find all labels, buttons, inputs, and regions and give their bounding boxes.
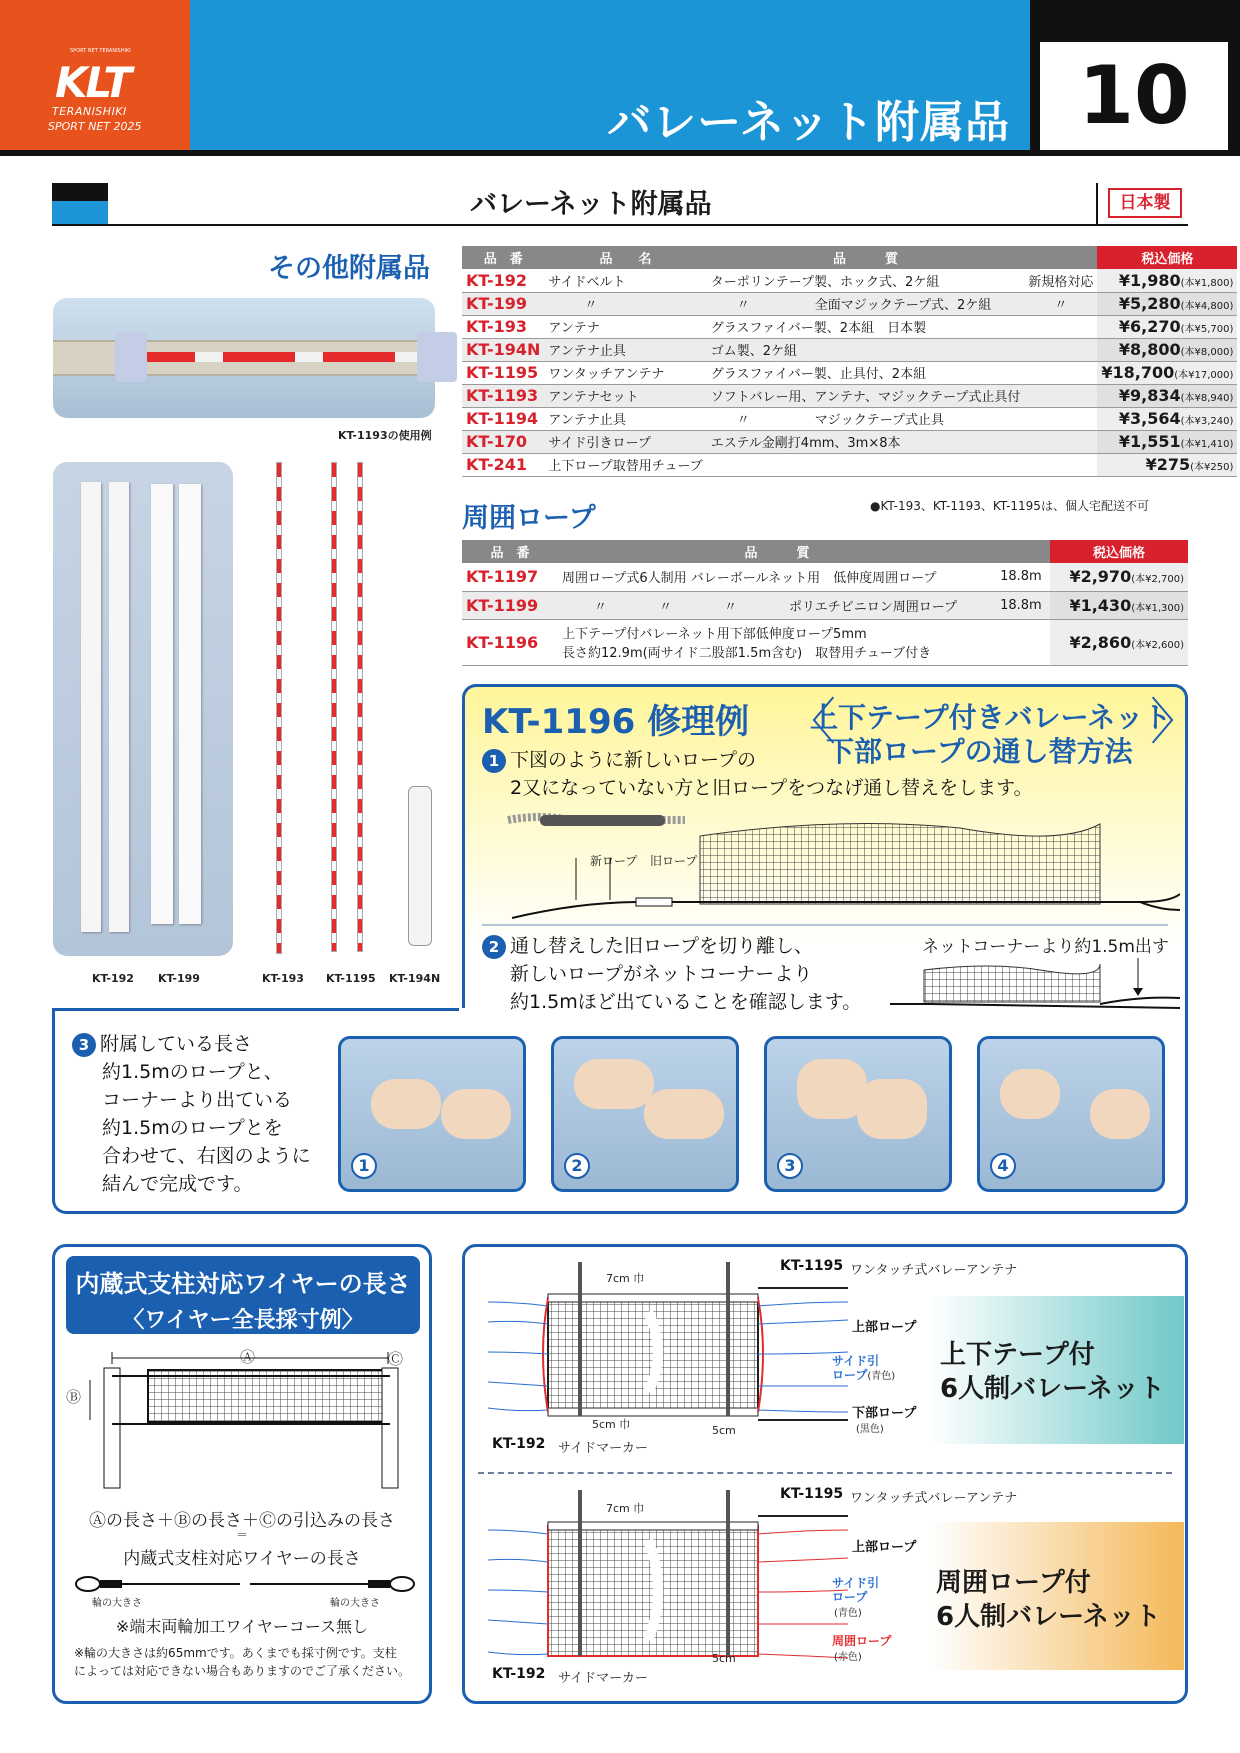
product-extra — [1024, 338, 1097, 361]
label-a: Ⓐ — [240, 1348, 256, 1366]
col-extra — [1024, 246, 1097, 269]
product-price: ¥5,280(本¥4,800) — [1097, 292, 1237, 315]
join-gap — [459, 1008, 465, 1012]
wire-footnote-1: ※輪の大きさは約65mmです。あくまでも採寸例です。支柱 — [74, 1646, 397, 1660]
repair-title: KT-1196 修理例 — [482, 702, 750, 742]
formula-line1: Ⓐの長さ＋Ⓑの長さ＋Ⓒの引込みの長さ — [89, 1511, 395, 1531]
product-quality: ターポリンテープ製、ホック式、2ケ組 — [707, 269, 1025, 292]
table-row — [462, 591, 1188, 619]
step3-number: 3 — [72, 1033, 96, 1057]
perimeter-heading: 周囲ロープ — [462, 503, 596, 534]
product-price: ¥9,834(本¥8,940) — [1097, 384, 1237, 407]
product-code: KT-1193 — [462, 384, 544, 407]
ring-size-right: 輪の大きさ — [330, 1598, 380, 1609]
section-marker-black — [52, 183, 108, 201]
perimeter-net-diagram — [488, 1490, 848, 1690]
step2-line2: 新しいロープがネットコーナーより — [510, 963, 813, 985]
d1-marker-code: KT-192 — [492, 1436, 546, 1452]
d1-title-2: 6人制バレーネット — [940, 1374, 1165, 1404]
product-price: ¥18,700(本¥17,000) — [1097, 361, 1237, 384]
section-underline — [52, 224, 1188, 226]
product-price: ¥3,564(本¥3,240) — [1097, 407, 1237, 430]
antenna-kt1195-a — [331, 462, 337, 952]
tie-step-3 — [764, 1036, 952, 1192]
step3-line3: コーナーより出ている — [102, 1089, 293, 1111]
product-quality: 〃 全面マジックテープ式、2ケ組 — [707, 292, 1025, 315]
product-code: KT-1196 — [462, 619, 558, 665]
step3-line5: 合わせて、右図のように — [102, 1145, 311, 1167]
page-title: バレーネット附属品 — [607, 97, 1010, 148]
section-marker-blue — [52, 201, 108, 225]
label-b: Ⓑ — [66, 1388, 82, 1406]
product-name: ワンタッチアンテナ — [544, 361, 706, 384]
product-price: ¥1,430(本¥1,300) — [1050, 591, 1188, 619]
product-quality — [558, 619, 996, 665]
logo-small-text: SPORT NET TERANISHIKI — [70, 48, 131, 54]
d1-title-1: 上下テープ付 — [940, 1340, 1095, 1370]
d1-width-7: 7cm 巾 — [606, 1272, 645, 1285]
step-divider — [482, 924, 1168, 926]
col-code: 品 番 — [462, 540, 558, 563]
formula-equals: ＝ — [235, 1528, 248, 1542]
d1-width-5a: 5cm 巾 — [592, 1418, 631, 1431]
caption-kt199: KT-199 — [158, 972, 200, 985]
d2-title-2: 6人制バレーネット — [936, 1602, 1161, 1632]
d2-perimeter-rope-color: (赤色) — [834, 1652, 862, 1663]
step2-line1: 通し替えした旧ロープを切り離し、 — [510, 935, 814, 957]
table-row — [462, 384, 1237, 407]
product-name: 〃 — [544, 292, 706, 315]
repair-panel-join — [52, 1008, 463, 1011]
product-price: ¥1,551(本¥1,410) — [1097, 430, 1237, 453]
step1-line2: 2又になっていない方と旧ロープをつなげ通し替えをします。 — [510, 777, 1033, 799]
step2-line3: 約1.5mほど出ていることを確認します。 — [510, 991, 862, 1013]
diagram-divider — [478, 1472, 1172, 1474]
product-extra — [1024, 430, 1097, 453]
tie-number: 2 — [564, 1153, 590, 1179]
wire-footnote-2: によっては対応できない場合もありますのでご了承ください。 — [74, 1664, 411, 1678]
step1-number: 1 — [482, 749, 506, 773]
table-row — [462, 315, 1237, 338]
step3-line2: 約1.5mのロープと、 — [102, 1061, 283, 1083]
product-quality: 周囲ロープ式6人制用 バレーボールネット用 低伸度周囲ロープ — [558, 563, 996, 591]
d1-side-rope-1: サイド引 — [832, 1354, 880, 1368]
tie-number: 3 — [777, 1153, 803, 1179]
product-name: アンテナ — [544, 315, 706, 338]
d1-antenna-code: KT-1195 — [780, 1258, 844, 1274]
d2-antenna-label: ワンタッチ式バレーアンテナ — [850, 1491, 1018, 1506]
no-course-note: ※端末両輪加工ワイヤーコース無し — [115, 1617, 369, 1636]
table-row — [462, 563, 1188, 591]
product-code: KT-170 — [462, 430, 544, 453]
d2-side-rope-2: ロープ — [832, 1590, 868, 1604]
product-extra: 〃 — [1024, 292, 1097, 315]
product-quality-line1: 上下テープ付バレーネット用下部低伸度ロープ5mm — [562, 627, 867, 642]
tie-step-1 — [338, 1036, 526, 1192]
product-name: アンテナセット — [544, 384, 706, 407]
product-length: 18.8m — [996, 563, 1050, 591]
col-price: 税込価格 — [1097, 246, 1237, 269]
d2-perimeter-rope: 周囲ロープ — [832, 1634, 892, 1648]
d2-width-7: 7cm 巾 — [606, 1502, 645, 1515]
section-divider — [1096, 183, 1098, 225]
product-code: KT-199 — [462, 292, 544, 315]
product-extra — [1024, 315, 1097, 338]
product-price: ¥8,800(本¥8,000) — [1097, 338, 1237, 361]
product-quality: エステル金剛打4mm、3m×8本 — [707, 430, 1025, 453]
col-price: 税込価格 — [1050, 540, 1188, 563]
product-code: KT-241 — [462, 453, 544, 476]
formula-line2: 内蔵式支柱対応ワイヤーの長さ — [123, 1549, 361, 1569]
product-quality: グラスファイバー製、止具付、2本組 — [707, 361, 1025, 384]
step2-number: 2 — [482, 935, 506, 959]
caption-kt193: KT-193 — [262, 972, 304, 985]
step3-line4: 約1.5mのロープとを — [102, 1117, 283, 1139]
product-name: アンテナ止具 — [544, 338, 706, 361]
d1-lower-rope: 下部ロープ — [852, 1406, 917, 1421]
product-price: ¥2,860(本¥2,600) — [1050, 619, 1188, 665]
accessories-heading: その他附属品 — [268, 253, 430, 284]
tie-step-2 — [551, 1036, 739, 1192]
product-extra — [1024, 361, 1097, 384]
tie-number: 1 — [351, 1153, 377, 1179]
product-length: 18.8m — [996, 591, 1050, 619]
section-title: バレーネット附属品 — [470, 189, 712, 220]
col-quality: 品 質 — [558, 540, 996, 563]
wire-measure-diagram — [70, 1350, 420, 1490]
d2-side-rope-color: (青色) — [834, 1608, 862, 1619]
d2-width-5: 5cm — [712, 1652, 736, 1665]
table-row — [462, 338, 1237, 361]
product-code: KT-1199 — [462, 591, 558, 619]
col-code: 品 番 — [462, 246, 544, 269]
logo-mark: KLT — [55, 58, 131, 107]
product-price: ¥2,970(本¥2,700) — [1050, 563, 1188, 591]
product-quality: グラスファイバー製、2本組 日本製 — [707, 315, 1025, 338]
product-code: KT-194N — [462, 338, 544, 361]
step3-line6: 結んで完成です。 — [102, 1173, 253, 1195]
bracket-right: 〉 — [1150, 693, 1200, 751]
logo-line1: TERANISHIKI — [52, 105, 127, 118]
product-price: ¥275(本¥250) — [1097, 453, 1237, 476]
antenna-holder-photo — [408, 786, 432, 946]
table-row — [462, 292, 1237, 315]
tie-number: 4 — [990, 1153, 1016, 1179]
step1 — [482, 746, 756, 774]
photo-caption-kt1193: KT-1193の使用例 — [338, 429, 432, 442]
d1-width-5b: 5cm — [712, 1424, 736, 1437]
net-corner-diagram — [890, 958, 1180, 1014]
product-quality: 〃 マジックテープ式止具 — [707, 407, 1025, 430]
d2-marker-code: KT-192 — [492, 1666, 546, 1682]
table-header-row — [462, 540, 1188, 563]
ring-size-left: 輪の大きさ — [92, 1598, 142, 1609]
product-quality: ソフトバレー用、アンテナ、マジックテープ式止具付 — [707, 384, 1025, 407]
product-code: KT-192 — [462, 269, 544, 292]
product-length — [996, 619, 1050, 665]
table-row — [462, 453, 1237, 476]
table-row — [462, 430, 1237, 453]
product-code: KT-193 — [462, 315, 544, 338]
table-header-row — [462, 246, 1237, 269]
d1-upper-rope: 上部ロープ — [852, 1320, 917, 1335]
wire-title-box — [66, 1256, 420, 1334]
product-extra — [1024, 407, 1097, 430]
caption-kt1195: KT-1195 — [326, 972, 376, 985]
antenna-kt193 — [276, 462, 282, 954]
col-quality: 品 質 — [707, 246, 1025, 269]
side-belt-photo — [53, 462, 233, 956]
step1-line1: 下図のように新しいロープの — [510, 749, 757, 771]
accessories-table — [462, 246, 1237, 477]
brand-logo — [0, 0, 190, 150]
table-row — [462, 619, 1188, 665]
product-quality — [707, 453, 1025, 476]
d2-antenna-code: KT-1195 — [780, 1486, 844, 1502]
step2 — [482, 932, 813, 960]
repair-subtitle-2: 下部ロープの通し替方法 — [826, 735, 1133, 768]
new-rope-label: 新ロープ — [590, 854, 638, 868]
d2-marker-label: サイドマーカー — [558, 1671, 648, 1686]
product-extra — [1024, 384, 1097, 407]
logo-line2: SPORT NET 2025 — [48, 120, 142, 133]
wire-title: 内蔵式支柱対応ワイヤーの長さ — [75, 1270, 411, 1298]
d1-antenna-label: ワンタッチ式バレーアンテナ — [850, 1263, 1018, 1278]
product-quality: 〃 〃 〃 ポリエチビニロン周囲ロープ — [558, 591, 996, 619]
table-row — [462, 269, 1237, 292]
page-number: 10 — [1040, 42, 1228, 150]
step2-caption: ネットコーナーより約1.5m出す — [922, 937, 1169, 957]
made-in-japan-badge: 日本製 — [1108, 188, 1182, 218]
d1-lower-rope-color: (黒色) — [856, 1424, 884, 1435]
d1-side-rope-2: ロープ(青色) — [832, 1368, 896, 1382]
repair-subtitle-1: 上下テープ付きバレーネット — [810, 701, 1172, 734]
header-divider — [0, 150, 1240, 156]
d2-upper-rope: 上部ロープ — [852, 1540, 917, 1555]
product-name: サイドベルト — [544, 269, 706, 292]
table-row — [462, 361, 1237, 384]
product-name: アンテナ止具 — [544, 407, 706, 430]
bracket-left: 〈 — [786, 693, 836, 751]
product-extra: 新規格対応 — [1024, 269, 1097, 292]
tape-net-diagram — [488, 1262, 848, 1462]
col-name: 品 名 — [544, 246, 706, 269]
d1-marker-label: サイドマーカー — [558, 1441, 648, 1456]
step3 — [72, 1030, 312, 1198]
wire-subtitle: 〈ワイヤー全長採寸例〉 — [122, 1308, 364, 1333]
caption-kt194n: KT-194N — [389, 972, 441, 985]
product-extra — [1024, 453, 1097, 476]
table-row — [462, 407, 1237, 430]
label-c: Ⓒ — [388, 1350, 404, 1368]
old-rope-label: 旧ロープ — [650, 854, 698, 868]
product-price: ¥6,270(本¥5,700) — [1097, 315, 1237, 338]
product-code: KT-1194 — [462, 407, 544, 430]
delivery-note: ●KT-193、KT-1193、KT-1195は、個人宅配送不可 — [870, 499, 1149, 513]
perimeter-table — [462, 540, 1188, 666]
product-price: ¥1,980(本¥1,800) — [1097, 269, 1237, 292]
col-length — [996, 540, 1050, 563]
product-name: 上下ロープ取替用チューブ — [544, 453, 706, 476]
step3-line1: 3 附属している長さ — [72, 1030, 312, 1058]
product-code: KT-1197 — [462, 563, 558, 591]
tie-step-4 — [977, 1036, 1165, 1192]
d2-title-1: 周囲ロープ付 — [936, 1568, 1091, 1598]
product-quality-line2: 長さ約12.9m(両サイド二股部1.5m含む) 取替用チューブ付き — [562, 646, 932, 661]
antenna-kt1195-b — [357, 462, 363, 952]
d2-side-rope-1: サイド引 — [832, 1576, 880, 1590]
antenna-set-photo — [53, 298, 435, 418]
product-quality: ゴム製、2ケ組 — [707, 338, 1025, 361]
caption-kt192: KT-192 — [92, 972, 134, 985]
product-code: KT-1195 — [462, 361, 544, 384]
product-name: サイド引きロープ — [544, 430, 706, 453]
